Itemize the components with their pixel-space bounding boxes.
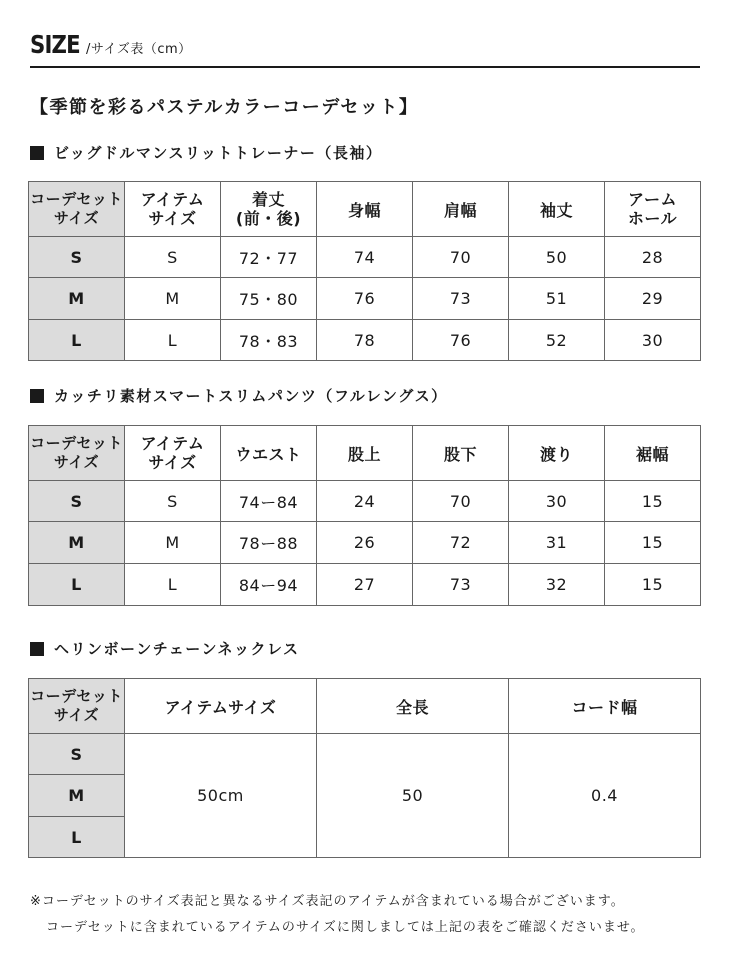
section-title-text: ヘリンボーンチェーンネックレス	[54, 640, 300, 658]
table-cell: 75・80	[221, 278, 317, 320]
col-header-rise: 股上	[317, 426, 413, 481]
table-cell: 73	[413, 564, 509, 606]
col-header-hem: 裾幅	[605, 426, 701, 481]
bullet-square-icon	[30, 389, 44, 403]
size-table-necklace	[28, 678, 701, 858]
size-title: SIZE	[30, 30, 80, 59]
table-cell: S	[125, 481, 221, 522]
set-size-cell: S	[29, 734, 125, 775]
col-header-shoulder: 肩幅	[413, 182, 509, 237]
table-cell: 15	[605, 522, 701, 564]
header-divider	[30, 66, 700, 68]
col-header-total-length: 全長	[317, 679, 509, 734]
col-header-inseam: 股下	[413, 426, 509, 481]
bullet-square-icon	[30, 642, 44, 656]
table-header-row	[29, 182, 701, 237]
col-header-armhole: アーム ホール	[605, 182, 701, 237]
size-table-top	[28, 181, 701, 361]
set-size-cell: S	[29, 481, 125, 522]
unit-label: /サイズ表（cm）	[86, 42, 192, 57]
table-cell: 76	[317, 278, 413, 320]
table-cell: 74	[317, 237, 413, 278]
table-cell: L	[125, 564, 221, 606]
table-cell: 78・83	[221, 320, 317, 361]
col-header-sleeve: 袖丈	[509, 182, 605, 237]
set-size-cell: L	[29, 564, 125, 606]
table-cell: 52	[509, 320, 605, 361]
section-title-text: ビッグドルマンスリットトレーナー（長袖）	[54, 144, 383, 162]
note-line-1: ※コーデセットのサイズ表記と異なるサイズ表記のアイテムが含まれている場合がございます。	[30, 894, 625, 909]
table-cell: 51	[509, 278, 605, 320]
set-title: 【季節を彩るパステルカラーコーデセット】	[30, 97, 419, 118]
set-size-cell: S	[29, 237, 125, 278]
merged-length-cell: 50	[317, 734, 509, 858]
table-cell: 76	[413, 320, 509, 361]
table-row	[29, 734, 701, 775]
col-header-set-size: コーデセット サイズ	[29, 426, 125, 481]
note-line-2: コーデセットに含まれているアイテムのサイズに関しましては上記の表をご確認くださいませ。	[46, 920, 645, 935]
col-header-set-size: コーデセット サイズ	[29, 182, 125, 237]
table-row	[29, 237, 701, 278]
col-header-thigh: 渡り	[509, 426, 605, 481]
set-size-cell: M	[29, 522, 125, 564]
table-cell: 28	[605, 237, 701, 278]
size-table-pants	[28, 425, 701, 606]
table-cell: 15	[605, 564, 701, 606]
col-header-length: 着丈 (前・後)	[221, 182, 317, 237]
table-cell: S	[125, 237, 221, 278]
table-cell: 70	[413, 237, 509, 278]
table-row	[29, 564, 701, 606]
table-cell: 24	[317, 481, 413, 522]
col-header-waist: ウエスト	[221, 426, 317, 481]
table-header-row	[29, 426, 701, 481]
merged-item-size-cell: 50cm	[125, 734, 317, 858]
table-cell: 29	[605, 278, 701, 320]
table-cell: 78	[317, 320, 413, 361]
table-cell: M	[125, 278, 221, 320]
table-cell: 74ー84	[221, 481, 317, 522]
table-row	[29, 522, 701, 564]
table-cell: 78ー88	[221, 522, 317, 564]
table-cell: 31	[509, 522, 605, 564]
table-row	[29, 481, 701, 522]
table-cell: L	[125, 320, 221, 361]
table-cell: 30	[605, 320, 701, 361]
col-header-set-size: コーデセット サイズ	[29, 679, 125, 734]
section-title-necklace	[30, 638, 300, 659]
col-header-body-width: 身幅	[317, 182, 413, 237]
size-header	[30, 30, 192, 62]
table-cell: 27	[317, 564, 413, 606]
table-cell: 26	[317, 522, 413, 564]
bullet-square-icon	[30, 146, 44, 160]
set-size-cell: M	[29, 278, 125, 320]
col-header-cord-width: コード幅	[509, 679, 701, 734]
table-header-row	[29, 679, 701, 734]
table-cell: 73	[413, 278, 509, 320]
table-cell: 50	[509, 237, 605, 278]
col-header-item-size: アイテム サイズ	[125, 182, 221, 237]
col-header-item-size: アイテム サイズ	[125, 426, 221, 481]
table-cell: 70	[413, 481, 509, 522]
table-row	[29, 278, 701, 320]
set-size-cell: L	[29, 320, 125, 361]
table-cell: 84ー94	[221, 564, 317, 606]
table-cell: 72・77	[221, 237, 317, 278]
set-size-cell: L	[29, 817, 125, 858]
table-cell: 15	[605, 481, 701, 522]
table-cell: M	[125, 522, 221, 564]
table-cell: 32	[509, 564, 605, 606]
merged-cord-width-cell: 0.4	[509, 734, 701, 858]
section-title-pants	[30, 385, 448, 406]
section-title-top	[30, 142, 382, 163]
table-cell: 30	[509, 481, 605, 522]
col-header-item-size: アイテムサイズ	[125, 679, 317, 734]
section-title-text: カッチリ素材スマートスリムパンツ（フルレングス）	[54, 387, 448, 405]
set-size-cell: M	[29, 775, 125, 817]
table-row	[29, 320, 701, 361]
table-cell: 72	[413, 522, 509, 564]
